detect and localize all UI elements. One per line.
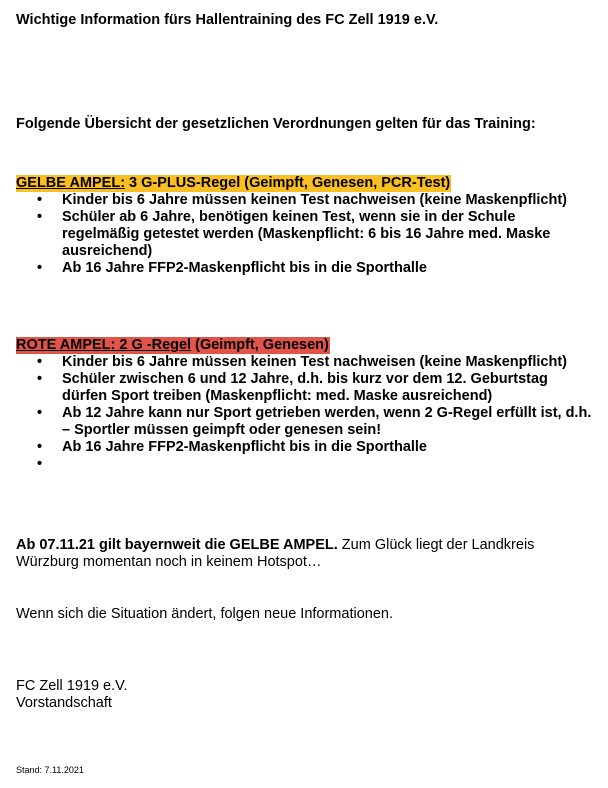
list-item bbox=[16, 209, 596, 260]
signature bbox=[16, 678, 128, 712]
bullet-icon: • bbox=[37, 371, 43, 387]
red-section bbox=[16, 337, 596, 473]
list-item bbox=[16, 439, 596, 456]
change-note: Wenn sich die Situation ändert, folgen neue Informationen. bbox=[16, 606, 393, 622]
list-item bbox=[16, 405, 596, 439]
yellow-heading bbox=[16, 175, 451, 192]
list-item bbox=[16, 192, 596, 209]
bullet-icon: • bbox=[37, 405, 43, 421]
list-item-text: Ab 16 Jahre FFP2-Maskenpflicht bis in die Sporthalle bbox=[62, 439, 427, 455]
document-title: Wichtige Information fürs Hallentraining des FC Zell 1919 e.V. bbox=[16, 12, 439, 28]
list-item bbox=[16, 260, 596, 277]
bullet-icon: • bbox=[37, 192, 43, 208]
red-rule-list bbox=[16, 354, 596, 473]
red-heading bbox=[16, 337, 330, 354]
bullet-icon: • bbox=[37, 439, 43, 455]
signature-club: FC Zell 1919 e.V. bbox=[16, 678, 128, 694]
notice-paragraph bbox=[16, 537, 591, 571]
list-item bbox=[16, 456, 596, 473]
list-item bbox=[16, 354, 596, 371]
red-rule: (Geimpft, Genesen) bbox=[191, 337, 329, 353]
bullet-icon: • bbox=[37, 456, 43, 472]
yellow-label: GELBE AMPEL: bbox=[16, 175, 126, 191]
list-item bbox=[16, 371, 596, 405]
list-item-text: Kinder bis 6 Jahre müssen keinen Test nachweisen (keine Maskenpflicht) bbox=[62, 354, 567, 370]
list-item-text: Kinder bis 6 Jahre müssen keinen Test nachweisen (keine Maskenpflicht) bbox=[62, 192, 567, 208]
yellow-rule: 3 G-PLUS-Regel (Geimpft, Genesen, PCR-Test) bbox=[125, 175, 451, 191]
stand-date: Stand: 7.11.2021 bbox=[16, 765, 84, 775]
notice-normal: Zum Glück liegt der Landkreis Würzburg momentan noch in keinem Hotspot… bbox=[16, 537, 535, 570]
bullet-icon: • bbox=[37, 209, 43, 225]
bullet-icon: • bbox=[37, 354, 43, 370]
yellow-section bbox=[16, 175, 596, 277]
list-item-text: Ab 16 Jahre FFP2-Maskenpflicht bis in die Sporthalle bbox=[62, 260, 427, 276]
notice-bold: Ab 07.11.21 gilt bayernweit die GELBE AMPEL. bbox=[16, 537, 338, 553]
red-label: ROTE AMPEL: 2 G -Regel bbox=[16, 337, 192, 353]
list-item-text: Schüler zwischen 6 und 12 Jahre, d.h. bis kurz vor dem 12. Geburtstag dürfen Sport treiben (Maskenpflicht: med. Maske ausreichend) bbox=[62, 371, 548, 404]
list-item-text: Schüler ab 6 Jahre, benötigen keinen Test, wenn sie in der Schule regelmäßig getestet werden (Maskenpflicht: 6 bis 16 Jahre med. Maske ausreichend) bbox=[62, 209, 551, 259]
list-item-text: Ab 12 Jahre kann nur Sport getrieben werden, wenn 2 G-Regel erfüllt ist, d.h. – Sportler müssen geimpft oder genesen sein! bbox=[62, 405, 592, 438]
signature-board: Vorstandschaft bbox=[16, 695, 112, 711]
intro-text: Folgende Übersicht der gesetzlichen Verordnungen gelten für das Training: bbox=[16, 116, 536, 132]
yellow-rule-list bbox=[16, 192, 596, 277]
bullet-icon: • bbox=[37, 260, 43, 276]
